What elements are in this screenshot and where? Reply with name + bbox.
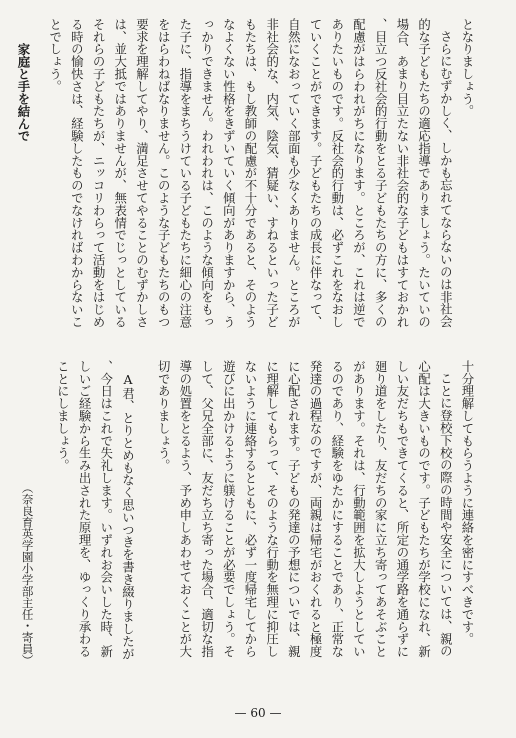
paragraph: さらにむずかしく、しかも忘れてならないのは非社会的な子どもたちの適応指導でありましょう。たいていの場合、あまり目立たない非社会的な子どもはすておかれ、目立つ反社会的行動をとる子どもたちの方に、多くの配慮がはらわれがちになります。ところが、これは逆でありたいものです。反社会的行動は、必ずこれをなおしていくことができます。子どもたちの成長に伴なって、自然になおっていく部面も少なくありません。ところが非社会的な、内気、陰気、猜疑い、すねるといった子どもたちは、もし教師の配慮が不十分であると、そのようなよくない性格をきずいていく傾向がありますから、うっかりできません。われわれは、このような傾向をもった子に、指導をまちうけている子どもたちに細心の注意をはらわねばなりません。このような子どもたちのもつ要求を理解してやり、満足させてやることのむずかしさは、並大抵ではありませんが、無表情でじっとしているそれらの子どもたちが、ニッコリわらって活動をはじめる時の愉快さは、経験したものでなければわからないことでしょう。 — [47, 18, 454, 328]
spacer — [138, 360, 152, 666]
paragraph: となりましょう。 — [460, 18, 475, 118]
paragraph: ことに登校下校の際の時間や安全については、親の心配は大きいものです。子どもたちが学校になれ、新しい友だちもできてくると、所定の通学路を通らずに廻り道をしたり、友だちの家に立ち寄ってあそぶことがあります。それは、行動範囲を拡大しようとしているのであり、経験をゆたかにすることであり、正常な発達の過程なのですが、両親は帰宅がおくれると極度に心配されます。子どもの発達の予想についでは、親に理解してもらって、そのような行動を無理に抑圧しないように連絡するとともに、必ず一度帰宅してから遊びに出かけるように躾けることが必要でしょう。そして、父兄全部に、友だち立ち寄った場合、適切な指導の処置をとるよう、予め申しあわせておくことが大切でありましょう。 — [156, 360, 454, 658]
paragraph: 十分理解してもらうように連絡を密にすべきです。 — [460, 360, 475, 646]
paragraph — [0, 18, 2, 340]
section-heading: 家庭と手を結んで — [15, 42, 31, 142]
page-number: — 60 — — [234, 706, 282, 720]
closing-paragraph: A君、とりとめもなく思いつきを書き綴りましたが、今日はこれで失礼します。いずれお会いした時、新しいご経験から生み出された原理を、ゆっくり承わることにしましょう。 — [55, 360, 136, 661]
upper-text-block — [15, 18, 478, 340]
author-signature: （奈良育英学園小学部主任・寄員） — [20, 482, 35, 666]
lower-text-block — [20, 360, 478, 666]
spacer — [38, 360, 52, 666]
